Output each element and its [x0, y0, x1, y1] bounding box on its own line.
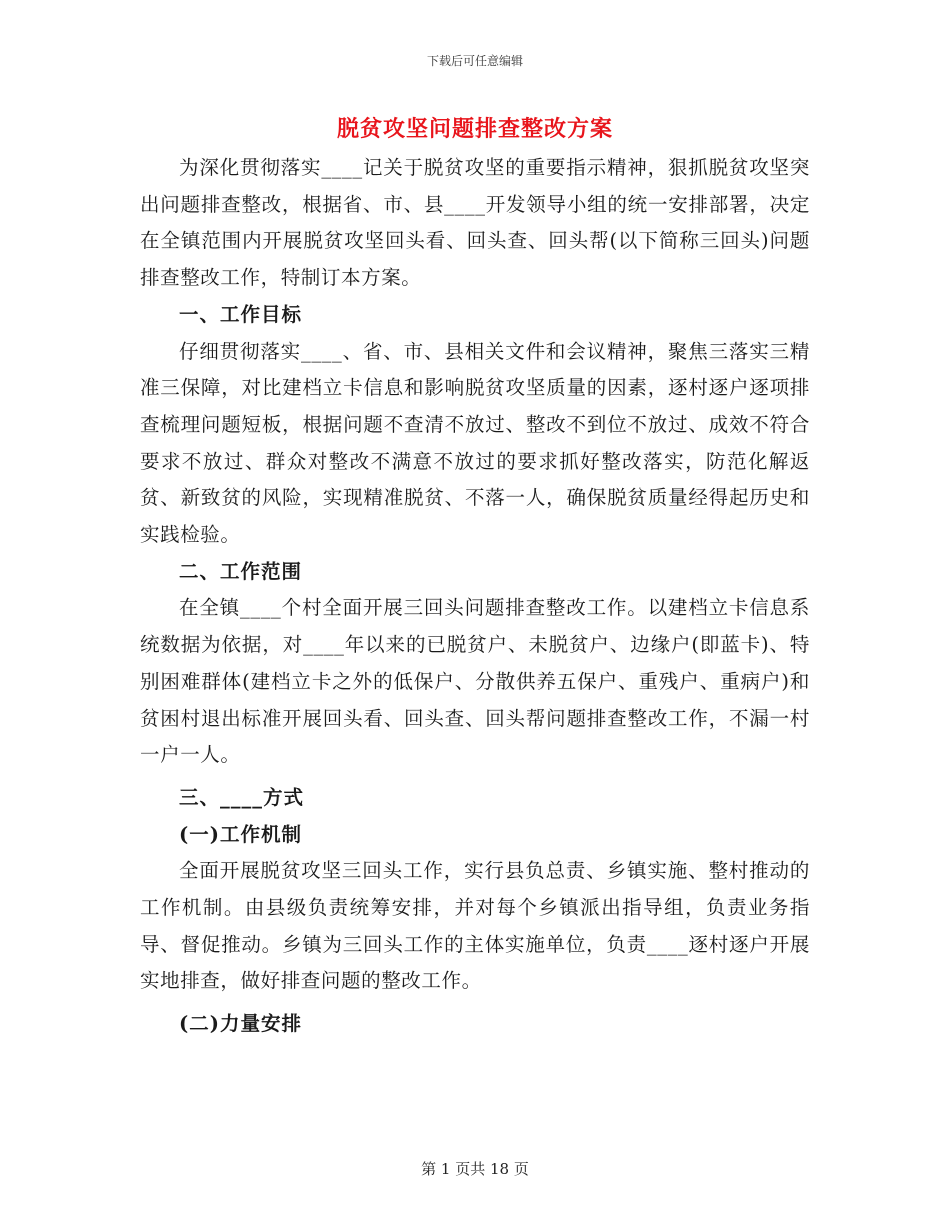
section-goals-paragraph: 仔细贯彻落实____、省、市、县相关文件和会议精神，聚焦三落实三精准三保障，对比建档立卡信息和影响脱贫攻坚质量的因素，逐村逐户逐项排查梳理问题短板，根据问题不查清不放过、整改不到位不放过、成效不符合要求不放过、群众对整改不满意不放过的要求抓好整改落实，防范化解返贫、新致贫的风险，实现精准脱贫、不落一人，确保脱贫质量经得起历史和实践检验。 [140, 339, 810, 547]
section-heading-goals: 一、工作目标 [179, 302, 303, 326]
intro-paragraph: 为深化贯彻落实____记关于脱贫攻坚的重要指示精神，狠抓脱贫攻坚突出问题排查整改，根据省、市、县____开发领导小组的统一安排部署，决定在全镇范围内开展脱贫攻坚回头看、回头查、回头帮(以下简称三回头)问题排查整改工作，特制订本方案。 [140, 156, 810, 290]
page-header-note: 下载后可任意编辑 [426, 54, 523, 68]
subsection-mechanism-paragraph: 全面开展脱贫攻坚三回头工作，实行县负总责、乡镇实施、整村推动的工作机制。由县级负责统筹安排，并对每个乡镇派出指导组，负责业务指导、督促推动。乡镇为三回头工作的主体实施单位，负责____逐村逐户开展实地排查，做好排查问题的整改工作。 [140, 859, 810, 993]
subsection-heading-mechanism: (一)工作机制 [179, 822, 302, 846]
page-number-footer: 第 1 页共 18 页 [421, 1160, 529, 1178]
section-heading-method: 三、____方式 [179, 785, 305, 809]
section-heading-scope: 二、工作范围 [179, 559, 303, 583]
subsection-heading-staffing: (二)力量安排 [179, 1012, 302, 1036]
document-body [140, 150, 810, 1043]
document-title: 脱贫攻坚问题排查整改方案 [336, 116, 613, 142]
section-scope-paragraph: 在全镇____个村全面开展三回头问题排查整改工作。以建档立卡信息系统数据为依据，对____年以来的已脱贫户、未脱贫户、边缘户(即蓝卡)、特别困难群体(建档立卡之外的低保户、分散供养五保户、重残户、重病户)和贫困村退出标准开展回头看、回头查、回头帮问题排查整改工作，不漏一村一户一人。 [140, 596, 810, 767]
